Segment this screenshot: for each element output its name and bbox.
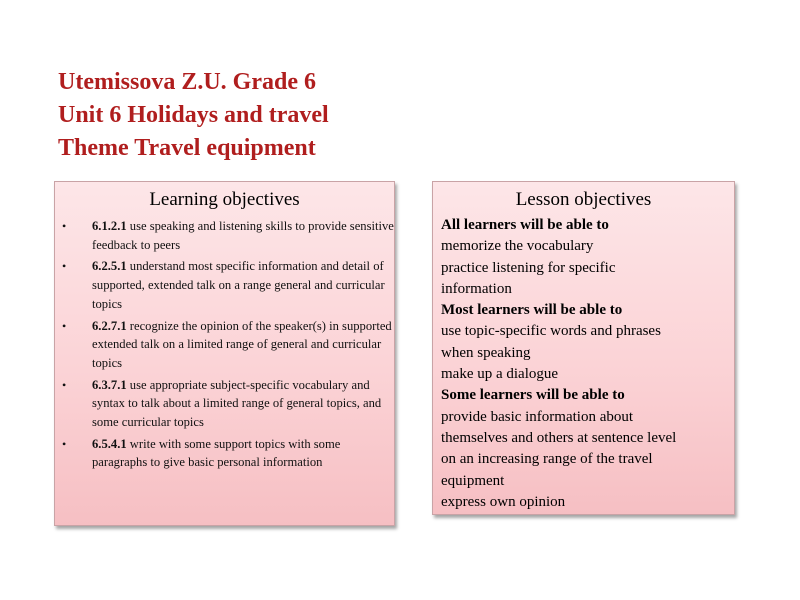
lesson-objective-line: memorize the vocabulary [441, 238, 594, 255]
title-line-teacher-grade: Utemissova Z.U. Grade 6 [58, 69, 316, 95]
lesson-objectives-box [432, 181, 735, 515]
objective-code: 6.2.5.1 [92, 259, 127, 274]
lesson-objective-line: equipment [441, 472, 505, 489]
learning-objectives-list [55, 217, 394, 472]
lesson-objective-line: use topic-specific words and phrases [441, 323, 661, 340]
list-item [62, 376, 394, 432]
lesson-objective-line: express own opinion [441, 493, 566, 510]
bullet-icon: • [62, 436, 67, 451]
title-line-unit: Unit 6 Holidays and travel [58, 102, 329, 128]
learning-objectives-heading: Learning objectives [149, 189, 300, 210]
objective-code: 6.2.7.1 [92, 318, 127, 333]
lesson-objectives-heading: Lesson objectives [515, 189, 652, 210]
title-line-theme: Theme Travel equipment [58, 135, 316, 161]
bullet-icon: • [62, 318, 67, 333]
learning-objectives-box [54, 181, 395, 526]
lesson-objectives-text [441, 215, 734, 513]
objective-text: write with some support topics with some paragraphs to give basic personal information [92, 436, 341, 470]
bullet-icon: • [62, 259, 67, 274]
learner-group-heading: Some learners will be able to [441, 387, 625, 404]
objective-text: use appropriate subject-specific vocabulary and syntax to talk about a limited range of general topics, and some curricular topics [92, 377, 382, 430]
lesson-objective-line: when speaking [441, 344, 531, 361]
lesson-objective-line: information [441, 280, 512, 297]
learner-group-heading: Most learners will be able to [441, 302, 623, 319]
objective-code: 6.3.7.1 [92, 377, 127, 392]
bullet-icon: • [62, 377, 67, 392]
lesson-objective-line: make up a dialogue [441, 366, 559, 383]
list-item [62, 257, 394, 313]
lesson-objective-line: provide basic information about [441, 408, 634, 425]
list-item [62, 317, 394, 373]
lesson-objective-line: practice listening for specific [441, 259, 616, 276]
bullet-icon: • [62, 219, 67, 233]
lesson-objective-line: themselves and others at sentence level [441, 429, 677, 446]
objective-text: recognize the opinion of the speaker(s) in supported extended talk on a limited range of general and curricular topics [92, 318, 392, 370]
objective-text: use speaking and listening skills to provide sensitive feedback to peers [92, 219, 394, 252]
lesson-objective-line: on an increasing range of the travel [441, 451, 653, 468]
objective-code: 6.5.4.1 [92, 436, 127, 451]
list-item [62, 435, 394, 472]
objective-text: understand most specific information and detail of supported, extended talk on a range general and curricular topics [92, 259, 385, 311]
objective-code: 6.1.2.1 [92, 219, 127, 233]
learner-group-heading: All learners will be able to [441, 217, 609, 233]
list-item [62, 217, 394, 254]
slide-title [58, 66, 618, 165]
